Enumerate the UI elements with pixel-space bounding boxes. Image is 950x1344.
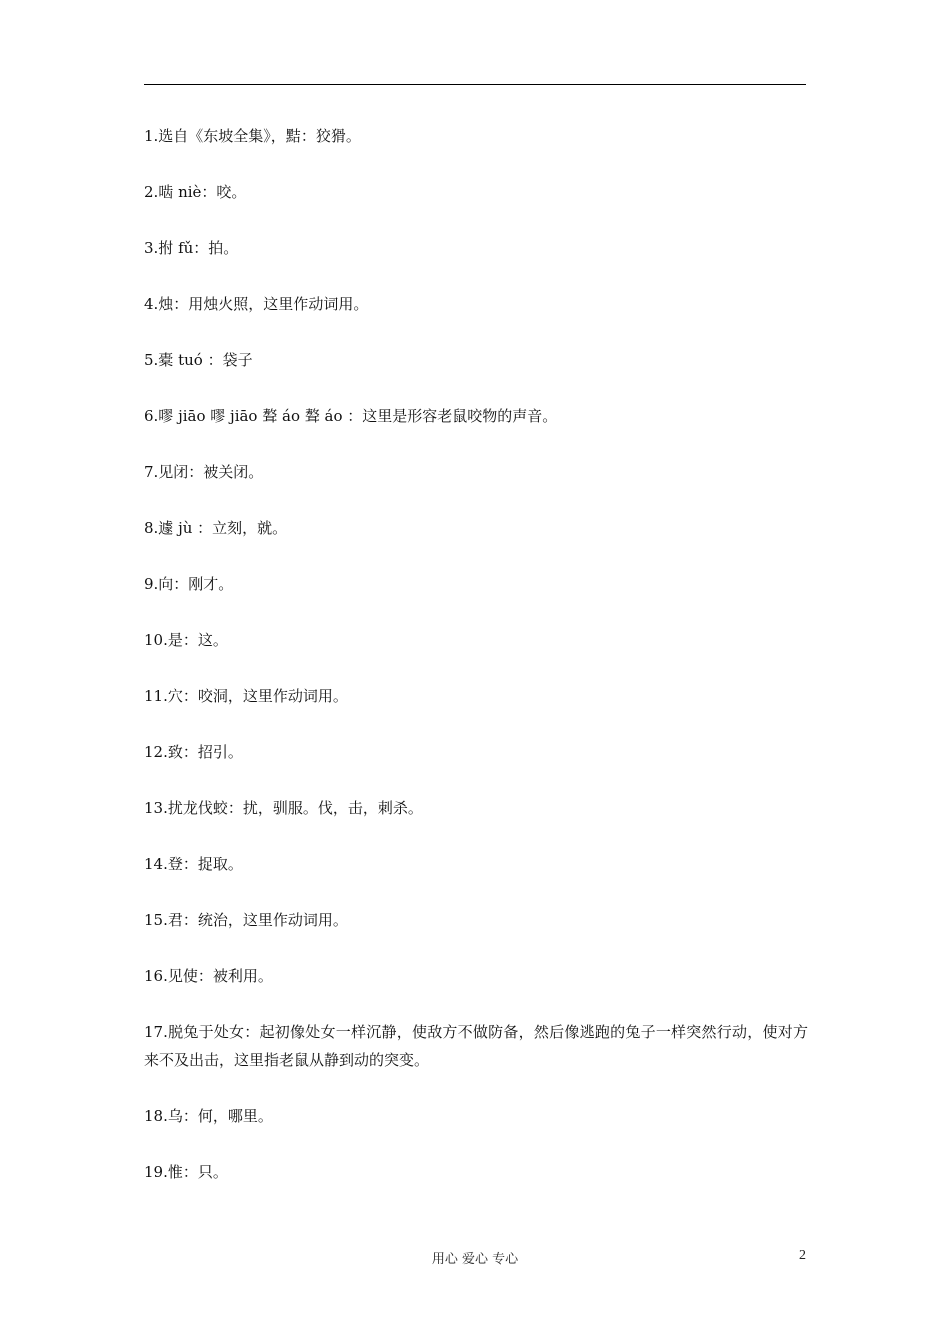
page-number: 2	[799, 1248, 806, 1263]
note-3: 3.拊 fǔ：拍。	[144, 239, 239, 257]
note-15: 15.君：统治，这里作动词用。	[144, 911, 348, 929]
note-10: 10.是：这。	[144, 631, 228, 649]
note-8: 8.遽 jù ：立刻，就。	[144, 519, 288, 537]
note-4: 4.烛：用烛火照，这里作动词用。	[144, 295, 369, 313]
note-13: 13.扰龙伐蛟：扰，驯服。伐，击，刺杀。	[144, 799, 423, 817]
note-2: 2.啮 niè：咬。	[144, 183, 247, 201]
note-1: 1.选自《东坡全集》，黠：狡猾。	[144, 127, 361, 145]
note-18: 18.乌：何，哪里。	[144, 1107, 273, 1125]
note-14: 14.登：捉取。	[144, 855, 243, 873]
header-rule	[144, 84, 806, 85]
note-5: 5.橐 tuó ：袋子	[144, 351, 253, 369]
note-9: 9.向：刚才。	[144, 575, 234, 593]
annotation-list	[144, 122, 808, 1214]
footer-motto: 用心 爱心 专心	[431, 1252, 519, 1267]
note-19: 19.惟：只。	[144, 1163, 228, 1181]
note-17: 17.脱兔于处女：起初像处女一样沉静，使敌方不做防备，然后像逃跑的兔子一样突然行动，使对方来不及出击，这里指老鼠从静到动的突变。	[144, 1023, 808, 1069]
note-6: 6.嘐 jiāo 嘐 jiāo 聱 áo 聱 áo ：这里是形容老鼠咬物的声音。	[144, 407, 558, 425]
note-7: 7.见闭：被关闭。	[144, 463, 264, 481]
note-12: 12.致：招引。	[144, 743, 243, 761]
note-16: 16.见使：被利用。	[144, 967, 273, 985]
note-11: 11.穴：咬洞，这里作动词用。	[144, 687, 348, 705]
